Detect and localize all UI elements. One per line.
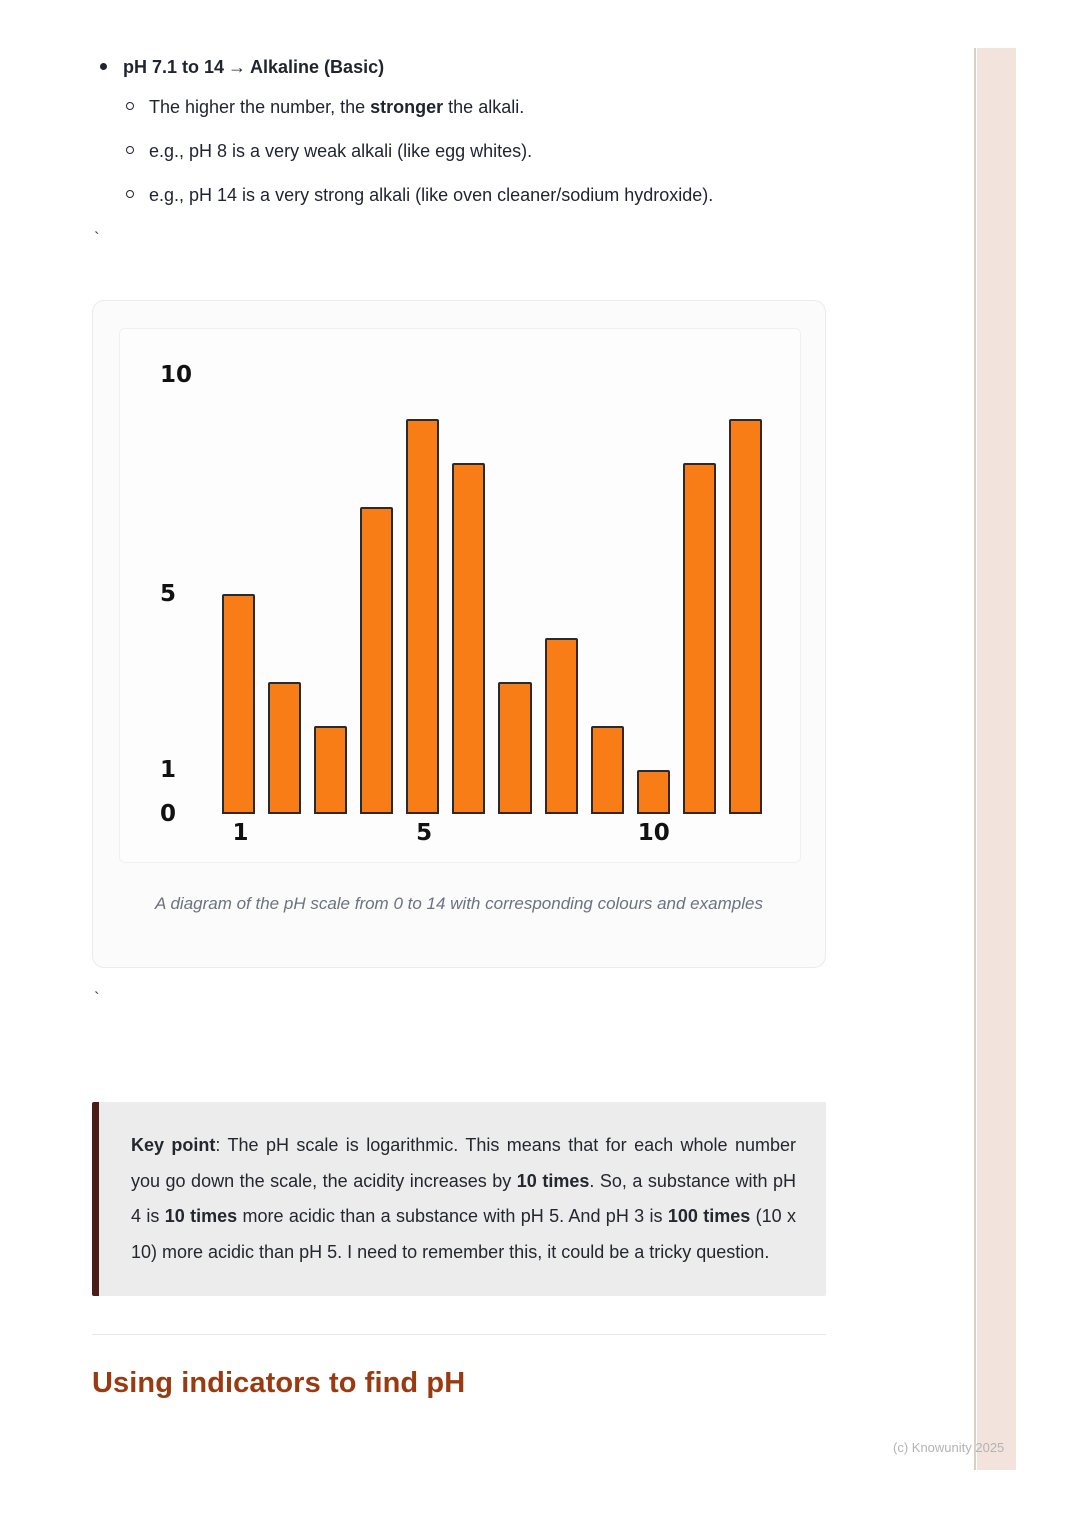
chart-bar bbox=[406, 419, 439, 814]
section-heading: Using indicators to find pH bbox=[92, 1367, 466, 1399]
bold-text: Alkaline (Basic) bbox=[250, 57, 385, 77]
bullet-marker-hollow bbox=[126, 146, 134, 154]
chart-bars bbox=[220, 353, 762, 814]
bullet-marker-filled bbox=[100, 63, 107, 70]
page-edge-line bbox=[974, 48, 976, 1470]
text-run: more acidic than a substance with pH 5. And pH 3 is bbox=[237, 1206, 668, 1226]
stray-backtick: ` bbox=[94, 989, 100, 1008]
arrow-glyph: → bbox=[228, 57, 247, 77]
section-divider bbox=[92, 1334, 826, 1335]
bold-text: Key point bbox=[131, 1135, 216, 1155]
chart-bar bbox=[683, 463, 716, 814]
text-run: e.g., pH 14 is a very strong alkali (like oven cleaner/sodium hydroxide). bbox=[149, 185, 714, 205]
list-item bbox=[126, 138, 826, 164]
chart-plot bbox=[119, 328, 801, 863]
list-item-text bbox=[149, 94, 524, 120]
chart-bar bbox=[222, 594, 255, 814]
chart-bar bbox=[314, 726, 347, 814]
chart-bar bbox=[452, 463, 485, 814]
ph-alkaline-list bbox=[92, 54, 826, 208]
list-item-text bbox=[149, 138, 532, 164]
chart-bar bbox=[268, 682, 301, 814]
x-tick-label: 10 bbox=[637, 820, 670, 846]
bold-text: 100 times bbox=[667, 1206, 751, 1226]
chart-plot-row bbox=[142, 353, 762, 827]
x-tick-label: 1 bbox=[232, 820, 249, 846]
figure-card bbox=[92, 300, 826, 968]
text-run: e.g., pH 8 is a very weak alkali (like egg whites). bbox=[149, 141, 533, 161]
bold-text: pH 7.1 to 14 bbox=[123, 57, 225, 77]
page-edge-scrollbar[interactable] bbox=[977, 48, 1016, 1470]
chart-bar bbox=[545, 638, 578, 814]
bold-text: 10 times bbox=[164, 1206, 238, 1226]
y-tick-label: 10 bbox=[160, 361, 193, 388]
chart-xticks bbox=[222, 814, 762, 852]
bullet-marker-hollow bbox=[126, 190, 134, 198]
keypoint-callout bbox=[92, 1102, 826, 1296]
text-run: The higher the number, the bbox=[149, 97, 371, 117]
x-tick-label: 5 bbox=[416, 820, 433, 846]
bold-text: stronger bbox=[370, 97, 444, 117]
list-item-text bbox=[149, 182, 713, 208]
text-run: : The pH scale is logarithmic. This means that for each whole number you go down the scale, the acidity increases by bbox=[131, 1135, 796, 1191]
list-item bbox=[92, 54, 826, 80]
chart-bar bbox=[498, 682, 531, 814]
y-tick-label: 0 bbox=[160, 801, 177, 827]
list-item-text bbox=[123, 54, 384, 80]
chart-bar bbox=[637, 770, 670, 814]
copyright-note: (c) Knowunity 2025 bbox=[893, 1440, 1005, 1455]
text-run: . So, a substance with pH 4 is bbox=[131, 1170, 797, 1226]
y-tick-label: 1 bbox=[160, 757, 177, 784]
chart-yaxis bbox=[142, 353, 220, 827]
list-item bbox=[126, 182, 826, 208]
list-item bbox=[126, 94, 826, 120]
document-content bbox=[92, 54, 826, 1400]
bold-text: 10 times bbox=[516, 1170, 590, 1191]
text-run: (10 x 10) more acidic than pH 5. I need to remember this, it could be a tricky question. bbox=[131, 1206, 796, 1262]
figure-caption: A diagram of the pH scale from 0 to 14 with corresponding colours and examples bbox=[155, 894, 763, 913]
stray-backtick: ` bbox=[94, 229, 100, 248]
bullet-marker-hollow bbox=[126, 102, 134, 110]
chart-bar bbox=[591, 726, 624, 814]
text-run: the alkali. bbox=[443, 97, 525, 117]
y-tick-label: 5 bbox=[160, 581, 177, 608]
chart-bar bbox=[729, 419, 762, 814]
chart-bar bbox=[360, 507, 393, 814]
